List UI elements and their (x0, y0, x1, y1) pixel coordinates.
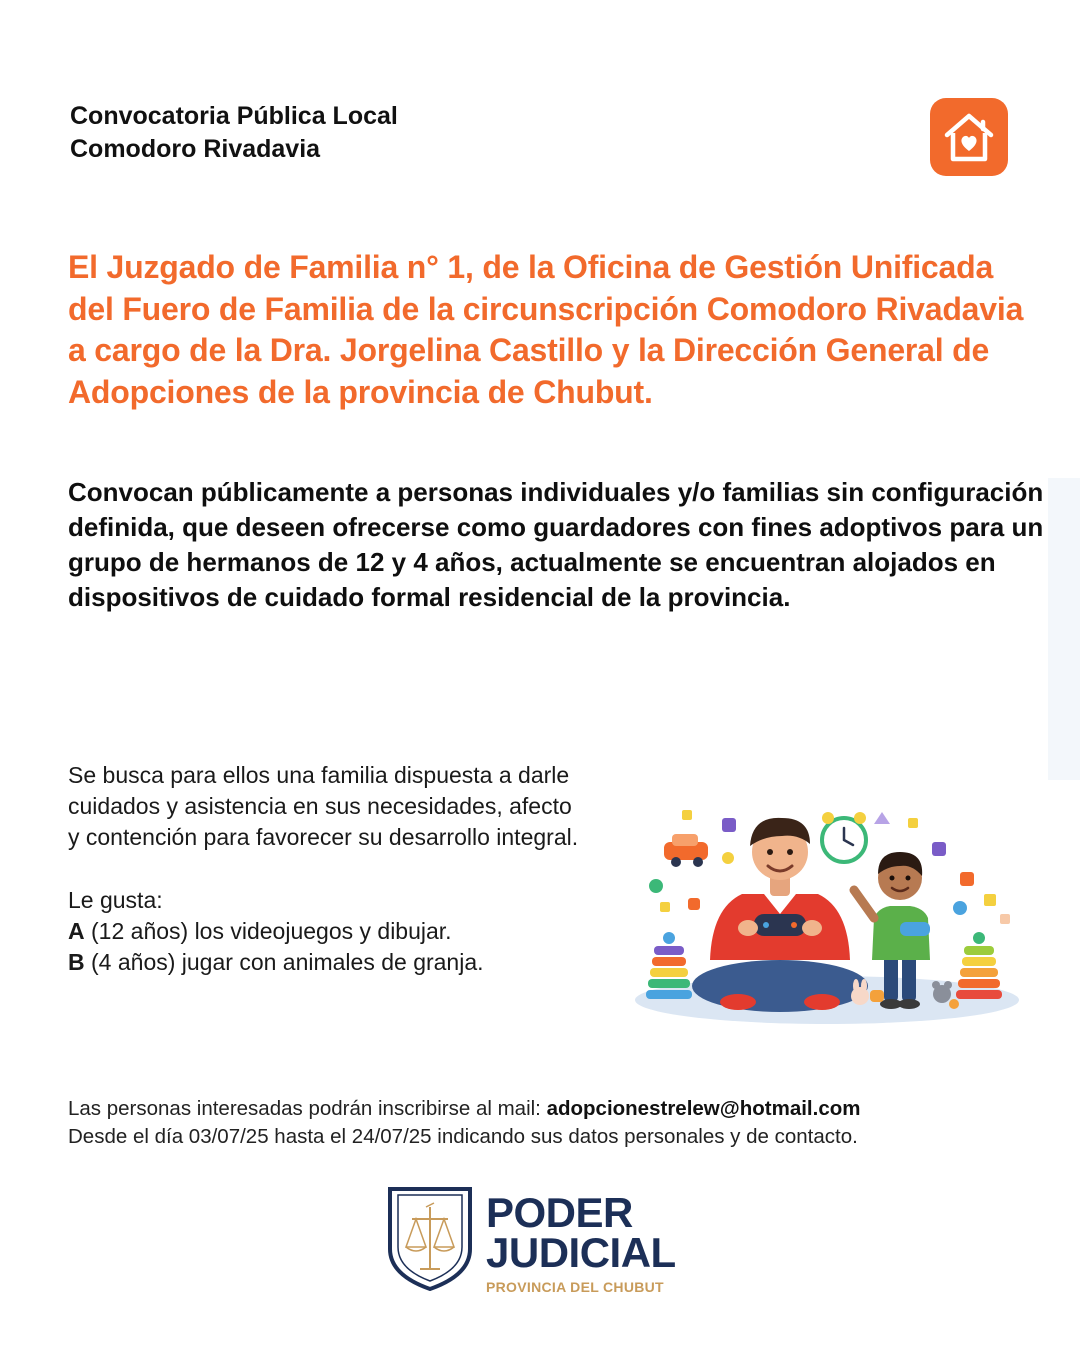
child-b-line (68, 947, 588, 978)
child-b-letter: B (68, 949, 85, 976)
scales-of-justice-shield-icon (386, 1185, 474, 1296)
child-a-line (68, 916, 588, 947)
headline: El Juzgado de Familia n° 1, de la Oficina de Gestión Unificada del Fuero de Familia de la circunscripción Comodoro Rivadavia a cargo de la Dra. Jorgelina Castillo y la Dirección General de Adopciones de la provincia de Chubut. (68, 249, 1024, 410)
contact-line-1 (68, 1095, 1028, 1123)
father-and-child-playing-illustration (632, 790, 1027, 1035)
alarm-clock-icon (822, 812, 866, 862)
likes-label: Le gusta: (68, 886, 163, 913)
contact-info (68, 1095, 1028, 1151)
footer-logo-text (486, 1189, 676, 1295)
logo-line-judicial: JUDICIAL (486, 1229, 676, 1276)
contact-line-2: Desde el día 03/07/25 hasta el 24/07/25 indicando sus datos personales y de contacto. (68, 1125, 858, 1148)
child-a-text: (12 años) los videojuegos y dibujar. (84, 917, 452, 944)
contact-prefix: Las personas interesadas podrán inscribirse al mail: (68, 1097, 547, 1120)
child-a-letter: A (68, 917, 85, 944)
home-heart-icon (930, 98, 1008, 176)
header-title (70, 100, 398, 166)
header-line-2: Comodoro Rivadavia (70, 135, 321, 163)
logo-line-poder: PODER (486, 1189, 633, 1236)
side-strip (1048, 478, 1080, 780)
logo-line-provincia: PROVINCIA DEL CHUBUT (486, 1279, 664, 1295)
email-link[interactable]: adopcionestrelew@hotmail.com (546, 1097, 861, 1120)
description (68, 760, 588, 978)
child-b-text: (4 años) jugar con animales de granja. (84, 949, 484, 976)
header-line-1: Convocatoria Pública Local (70, 102, 398, 130)
search-text: Se busca para ellos una familia dispuesta a darle cuidados y asistencia en sus necesidades, afecto y contención para favorecer su desarrollo integral. (68, 762, 579, 851)
toy-car-icon (664, 834, 708, 867)
lead-paragraph: Convocan públicamente a personas individuales y/o familias sin configuración definida, que deseen ofrecerse como guardadores con fines adoptivos para un grupo de hermanos de 12 y 4 años, actualmente se encuentran alojados en dispositivos de cuidado formal residencial de la provincia. (68, 477, 1044, 612)
